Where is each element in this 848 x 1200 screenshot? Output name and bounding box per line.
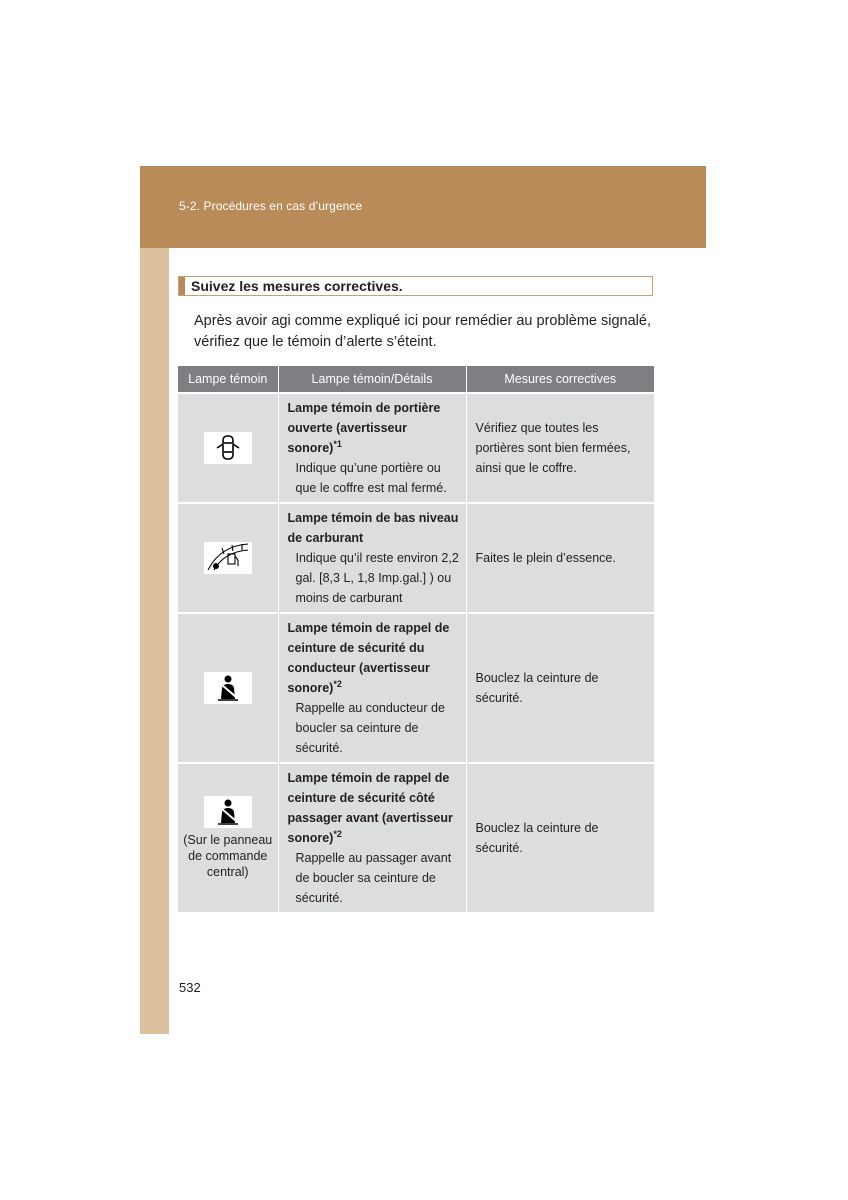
table-row xyxy=(178,503,654,613)
lamp-title: Lampe témoin de bas niveau de carburant xyxy=(287,511,459,545)
table-row xyxy=(178,393,654,503)
intro-paragraph: Après avoir agi comme expliqué ici pour remédier au problème signalé, vérifiez que le témoin d’alerte s’éteint. xyxy=(194,313,651,350)
lamp-description: Rappelle au passager avant de boucler sa ceinture de sécurité. xyxy=(295,851,452,905)
seatbelt-reminder-icon xyxy=(204,672,252,704)
lamp-icon-cell xyxy=(178,393,278,503)
lamp-description: Indique qu’une portière ou que le coffre est mal fermé. xyxy=(295,461,447,495)
lamp-title: Lampe témoin de rappel de ceinture de sécurité côté passager avant (avertisseur sonore)$^{*2}$ xyxy=(287,771,453,845)
lamp-icon-cell xyxy=(178,503,278,613)
detail-cell xyxy=(278,613,466,763)
page-number: 532 xyxy=(179,980,201,995)
lamp-icon-cell xyxy=(178,613,278,763)
lamp-title: Lampe témoin de rappel de ceinture de sécurité du conducteur (avertisseur sonore)$^{*2}$ xyxy=(287,621,450,695)
section-title: Suivez les mesures correctives. xyxy=(191,278,403,294)
corrective-action: Vérifiez que toutes les portières sont bien fermées, ainsi que le coffre. xyxy=(466,393,654,503)
door-open-warning-icon xyxy=(204,432,252,464)
column-header-lamp: Lampe témoin xyxy=(178,366,278,393)
table-row xyxy=(178,613,654,763)
icon-location-note: (Sur le panneau de commande central) xyxy=(183,833,273,879)
corrective-action: Bouclez la ceinture de sécurité. xyxy=(466,763,654,912)
lamp-description: Indique qu’il reste environ 2,2 gal. [8,3 L, 1,8 Imp.gal.] ) ou moins de carburant xyxy=(295,551,459,605)
section-heading xyxy=(178,276,653,296)
warning-lamp-table xyxy=(178,366,654,912)
corrective-action: Bouclez la ceinture de sécurité. xyxy=(466,613,654,763)
seatbelt-reminder-icon xyxy=(204,796,252,828)
detail-cell xyxy=(278,503,466,613)
table-header-row xyxy=(178,366,654,393)
corrective-action: Faites le plein d’essence. xyxy=(466,503,654,613)
column-header-actions: Mesures correctives xyxy=(466,366,654,393)
side-strip xyxy=(140,248,169,1034)
detail-cell xyxy=(278,763,466,912)
table-row xyxy=(178,763,654,912)
detail-cell xyxy=(278,393,466,503)
lamp-title: Lampe témoin de portière ouverte (avertisseur sonore)$^{*1}$ xyxy=(287,401,441,455)
lamp-icon-cell xyxy=(178,763,278,912)
section-marker xyxy=(179,277,185,295)
chapter-header: 5-2. Procédures en cas d’urgence xyxy=(179,199,363,213)
lamp-description: Rappelle au conducteur de boucler sa ceinture de sécurité. xyxy=(295,701,445,755)
low-fuel-warning-icon xyxy=(204,542,252,574)
column-header-details: Lampe témoin/Détails xyxy=(278,366,466,393)
